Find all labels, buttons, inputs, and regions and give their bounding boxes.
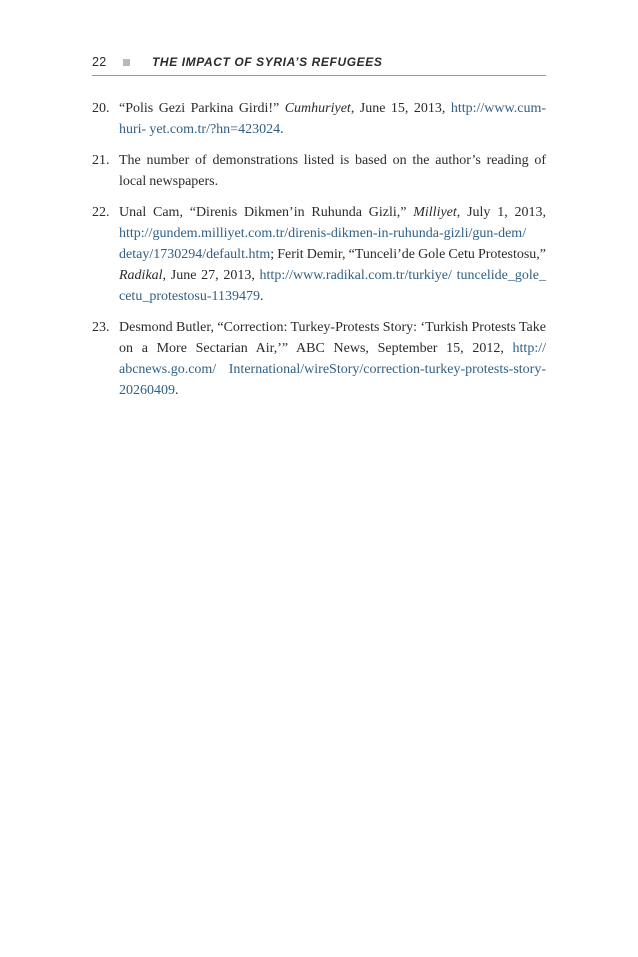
endnote-text-run: . xyxy=(260,289,264,304)
endnote-text xyxy=(119,320,546,398)
citation-link[interactable]: http://www.radikal.com.tr/turkiye/ tuncelide_gole_ cetu_protestosu-1139479 xyxy=(119,268,546,304)
endnote-text-run: , July 1, 2013, xyxy=(456,205,546,220)
endnotes-list xyxy=(92,98,546,411)
endnote-text-run: Desmond Butler, “Correction: Turkey-Protests Story: ‘Turkish Protests Take on a More Sectarian Air,’” ABC News, September 15, 2012, xyxy=(119,320,546,356)
header-separator-square xyxy=(123,59,130,66)
endnote-number: 21. xyxy=(92,153,110,168)
publication-title: Radikal xyxy=(119,268,163,283)
citation-link[interactable]: http://www.cum-huri- yet.com.tr/?hn=423024 xyxy=(119,101,546,137)
header-rule xyxy=(92,75,546,76)
endnote-text-run: The number of demonstrations listed is based on the author’s reading of local newspapers. xyxy=(119,153,546,189)
endnote-text-run: . xyxy=(175,383,179,398)
citation-link[interactable]: http://gundem.milliyet.com.tr/direnis-dikmen-in-ruhunda-gizli/gun-dem/ detay/1730294/default.htm xyxy=(119,226,527,262)
endnote xyxy=(92,98,546,140)
endnote-text-run: . xyxy=(280,122,284,137)
endnote-text xyxy=(119,153,546,189)
endnote xyxy=(92,317,546,401)
endnote-number: 22. xyxy=(92,205,110,220)
publication-title: Milliyet xyxy=(413,205,457,220)
page-number: 22 xyxy=(92,55,107,69)
book-page xyxy=(92,0,546,957)
endnote xyxy=(92,202,546,307)
running-header xyxy=(92,52,546,72)
endnote-text-run: ; Ferit Demir, “Tunceli’de Gole Cetu Protestosu,” xyxy=(270,247,546,262)
endnote-text xyxy=(119,205,546,304)
endnote-text-run: “Polis Gezi Parkina Girdi!” xyxy=(119,101,285,116)
citation-link[interactable]: http:// abcnews.go.com/ International/wireStory/correction-turkey-protests-story-20260409 xyxy=(119,341,546,398)
endnote-number: 20. xyxy=(92,101,110,116)
endnote-text xyxy=(119,101,546,137)
publication-title: Cumhuriyet xyxy=(284,101,351,116)
endnote-number: 23. xyxy=(92,320,110,335)
endnote-text-run: , June 15, 2013, xyxy=(350,101,451,116)
running-title: THE IMPACT OF SYRIA’S REFUGEES xyxy=(152,55,383,69)
endnote-text-run: Unal Cam, “Direnis Dikmen’in Ruhunda Gizli,” xyxy=(119,205,414,220)
endnote-text-run: , June 27, 2013, xyxy=(162,268,260,283)
endnote xyxy=(92,150,546,192)
